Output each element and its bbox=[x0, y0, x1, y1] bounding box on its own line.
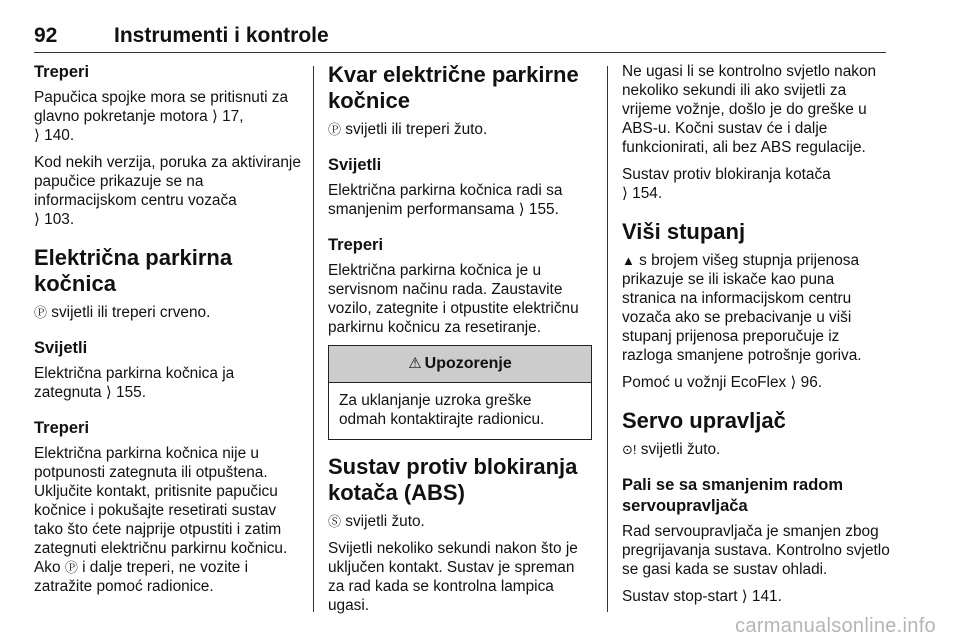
page-reference[interactable]: 17, bbox=[222, 108, 244, 125]
column-divider bbox=[607, 66, 608, 612]
paragraph bbox=[34, 364, 302, 402]
page-reference[interactable]: 154. bbox=[632, 185, 663, 202]
ref-arrow-icon: ⟩ bbox=[105, 384, 112, 401]
watermark: carmanualsonline.info bbox=[735, 615, 936, 637]
ref-arrow-icon: ⟩ bbox=[741, 588, 748, 605]
warning-text: Za uklanjanje uzroka greške odmah kontaktirajte radionicu. bbox=[339, 392, 545, 428]
page-number: 92 bbox=[34, 24, 58, 47]
page-header bbox=[34, 24, 886, 53]
paragraph bbox=[622, 165, 890, 203]
section-heading: Svijetli bbox=[328, 156, 382, 174]
paragraph-text: Električna parkirna kočnica nije u potpunosti zategnuta ili otpuštena. Uključite kontakt, pritisnite papučicu kočnice i pokušajte resetirati sustav tako što ćete najprije otpustiti i zatim zategnuti električnu parkirnu kočnicu. Ako bbox=[34, 445, 288, 576]
steering-warning-icon: ⊙! bbox=[622, 442, 637, 457]
paragraph: Električna parkirna kočnica je u servisnom načinu rada. Zaustavite vozilo, zategnite i otpustite električnu parkirnu kočnicu za resetiranje. bbox=[328, 262, 579, 336]
section-heading: Treperi bbox=[34, 419, 90, 437]
warning-title: Upozorenje bbox=[424, 355, 512, 372]
page-reference[interactable]: 155. bbox=[116, 384, 146, 401]
paragraph bbox=[622, 251, 890, 365]
paragraph-text: s brojem višeg stupnja prijenosa prikazuje se ili iskače kao puna stranica na informacijskom centru vozača ako se prebacivanje u viši stupanj prijenosa preporučuje iz razloga smanjene potrošnje goriva. bbox=[622, 252, 862, 364]
column-1 bbox=[34, 62, 302, 604]
paragraph-text: Sustav stop-start bbox=[622, 588, 738, 605]
page-reference[interactable]: 96. bbox=[800, 374, 823, 391]
column-divider bbox=[313, 66, 314, 612]
paragraph bbox=[622, 373, 890, 392]
page-reference[interactable]: 141. bbox=[751, 588, 782, 605]
column-3 bbox=[622, 62, 890, 614]
section-heading: Svijetli bbox=[34, 339, 88, 357]
ref-arrow-icon: ⟩ bbox=[518, 201, 525, 218]
paragraph-text: svijetli žuto. bbox=[341, 513, 425, 530]
parking-brake-icon: Ⓟ bbox=[34, 305, 48, 320]
warning-box bbox=[328, 345, 592, 440]
upshift-arrow-icon: ▲ bbox=[622, 253, 635, 268]
paragraph bbox=[328, 181, 592, 219]
paragraph: Ne ugasi li se kontrolno svjetlo nakon nekoliko sekundi ili ako svijetli za vrijeme vožnje, došlo je do greške u ABS-u. Kočni sustav će i dalje funkcionirati, ali bez ABS regulacije. bbox=[622, 63, 877, 156]
paragraph bbox=[328, 512, 592, 531]
paragraph-text: svijetli ili treperi žuto. bbox=[341, 121, 488, 138]
page-reference[interactable]: 155. bbox=[528, 201, 559, 218]
ref-arrow-icon: ⟩ bbox=[34, 127, 40, 144]
paragraph bbox=[34, 303, 302, 322]
column-2 bbox=[328, 62, 592, 623]
paragraph bbox=[622, 440, 890, 459]
paragraph-text: Kod nekih verzija, poruka za aktiviranje papučice prikazuje se na informacijskom centru vozača bbox=[34, 154, 301, 209]
section-title: Servo upravljač bbox=[622, 408, 786, 433]
paragraph bbox=[34, 444, 302, 596]
page-reference[interactable]: 103. bbox=[44, 211, 75, 228]
ref-arrow-icon: ⟩ bbox=[34, 211, 40, 228]
paragraph: Svijetli nekoliko sekundi nakon što je uključen kontakt. Sustav je spreman za rad kada se kontrolna lampica ugasi. bbox=[328, 540, 578, 614]
section-title: Viši stupanj bbox=[622, 219, 746, 244]
paragraph-text: Pomoć u vožnji EcoFlex bbox=[622, 374, 787, 391]
page-reference[interactable]: 140. bbox=[44, 127, 75, 144]
section-title: Sustav protiv blokiranja kotača (ABS) bbox=[328, 454, 578, 505]
paragraph-text: Sustav protiv blokiranja kotača bbox=[622, 166, 831, 183]
paragraph: Rad servoupravljača je smanjen zbog pregrijavanja sustava. Kontrolno svjetlo se gasi kada se sustav ohladi. bbox=[622, 523, 890, 578]
abs-icon: Ⓢ bbox=[328, 514, 342, 529]
section-heading: Pali se sa smanjenim radom servoupravljača bbox=[622, 476, 844, 515]
paragraph bbox=[34, 88, 302, 145]
paragraph bbox=[328, 120, 592, 139]
parking-brake-fault-icon: Ⓟ bbox=[328, 122, 342, 137]
ref-arrow-icon: ⟩ bbox=[622, 185, 628, 202]
ref-arrow-icon: ⟩ bbox=[790, 374, 797, 391]
paragraph-text: svijetli ili treperi crveno. bbox=[47, 304, 211, 321]
paragraph-text: Električna parkirna kočnica ja zategnuta bbox=[34, 365, 235, 401]
paragraph-text: Papučica spojke mora se pritisnuti za glavno pokretanje motora bbox=[34, 89, 289, 125]
section-title: Električna parkirna kočnica bbox=[34, 245, 233, 296]
parking-brake-icon: Ⓟ bbox=[64, 560, 78, 575]
warning-header bbox=[329, 346, 591, 383]
section-title: Kvar električne parkirne kočnice bbox=[328, 62, 579, 113]
paragraph bbox=[622, 587, 890, 606]
section-heading: Treperi bbox=[34, 63, 90, 81]
warning-triangle-icon: ⚠ bbox=[408, 355, 422, 372]
paragraph-text: i dalje treperi, ne vozite i zatražite pomoć radionice. bbox=[34, 559, 249, 595]
paragraph-text: svijetli žuto. bbox=[636, 441, 721, 458]
chapter-title: Instrumenti i kontrole bbox=[114, 24, 329, 47]
ref-arrow-icon: ⟩ bbox=[211, 108, 218, 125]
section-heading: Treperi bbox=[328, 236, 384, 254]
paragraph bbox=[34, 153, 302, 229]
paragraph-text: Električna parkirna kočnica radi sa smanjenim performansama bbox=[328, 182, 563, 218]
